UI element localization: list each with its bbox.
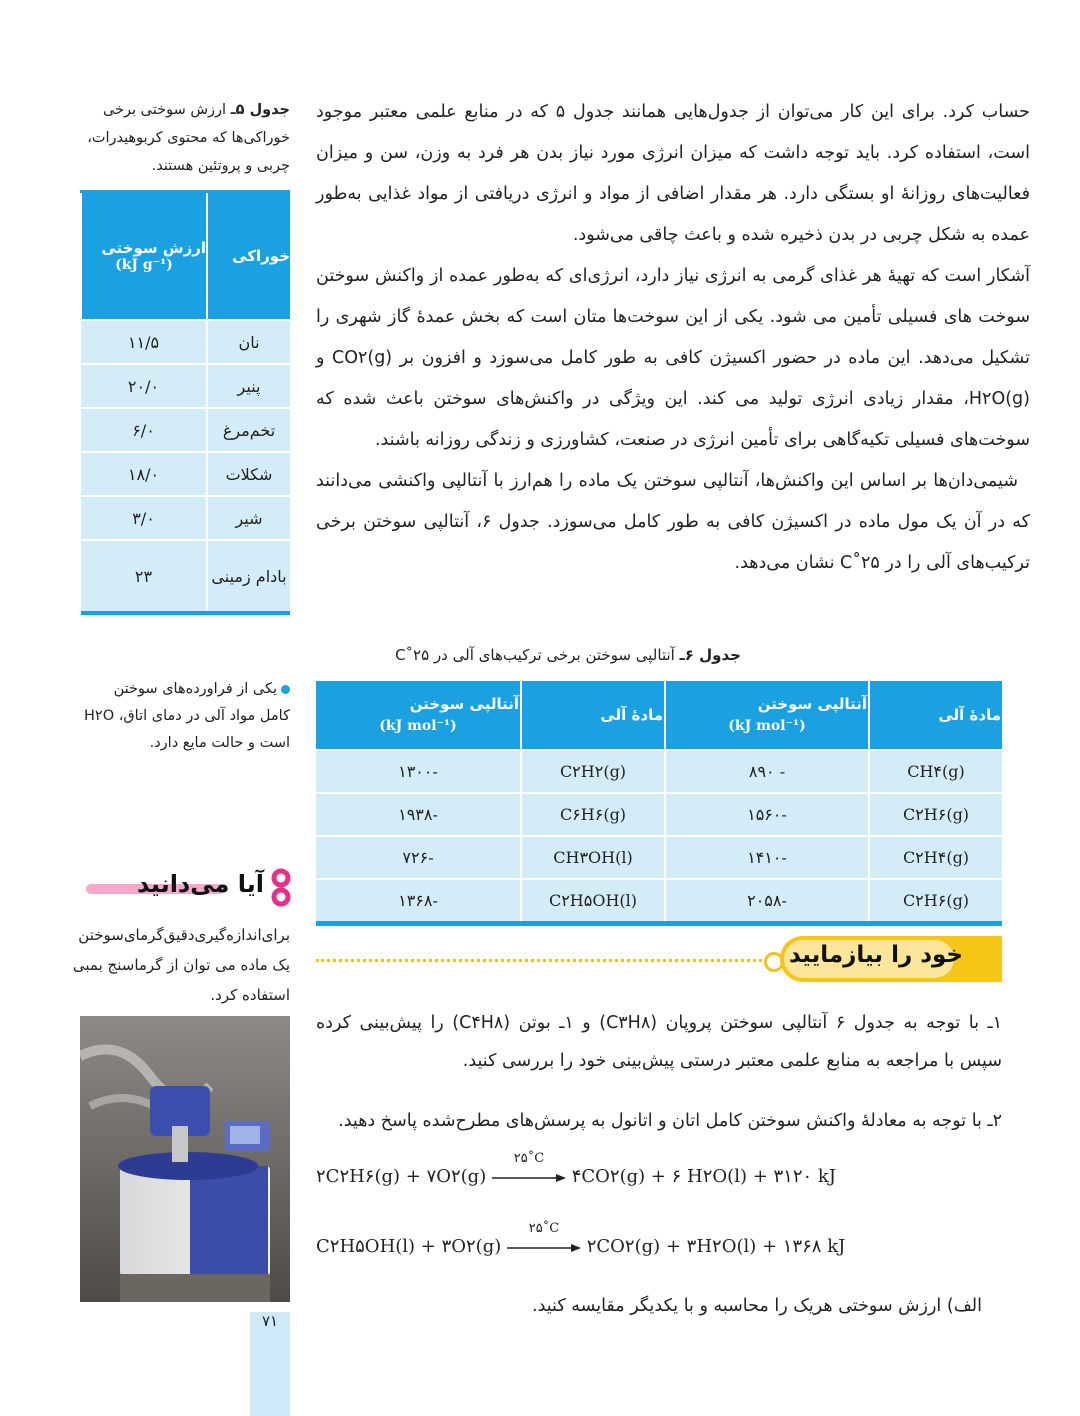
table-row [81,408,290,452]
table6-caption [316,646,820,664]
page-number: ۷۱ [261,1312,279,1330]
table5-caption [80,96,290,180]
enthalpy-value: -۷۲۶ [316,836,521,879]
enthalpy-value: -۱۳۶۸ [316,879,521,924]
substance-formula: C۲H۲(g) [521,750,665,793]
table-row [81,320,290,364]
table-row [81,540,290,613]
substance-formula: C۲H۶(g) [869,793,1002,836]
food-name: پنیر [207,364,290,408]
eq2-products: ۲CO۲(g) + ۳H۲O(l) + ۱۳۶۸ kJ [586,1236,846,1257]
part-a: الف) ارزش سوختی هریک را محاسبه و با یکدیگر مقایسه کنید. [532,1296,982,1316]
paragraph-1: حساب کرد. برای این کار می‌توان از جدول‌هایی همانند جدول ۵ که در منابع علمی معتبر موجود است، استفاده کرد. باید توجه داشت که میزان انرژی مورد نیاز بدن هر فرد به وزن، سن و میزان فعالیت‌های روزانهٔ او بستگی دارد. هر مقدار اضافی از مواد و انرژی دریافتی از مواد غذایی به‌طور عمده به شکل چربی در بدن ذخیره شده و باعث چاقی می‌شود. [316,102,1031,245]
enthalpy-value: - ۸۹۰ [665,750,869,793]
side-note-text: یکی از فراورده‌های سوختن کامل مواد آلی در دمای اتاق، H۲O است و حالت مایع دارد. [84,681,290,751]
paragraph-3: شیمی‌دان‌ها بر اساس این واکنش‌ها، آنتالپی سوختن یک ماده را هم‌ارز با آنتالپی واکنشی می‌دانند که در آن یک مول ماده در اکسیژن کافی به طور کامل می‌سوزد. جدول ۶، آنتالپی سوختن برخی ترکیب‌های آلی را در ۲۵˚C نشان می‌دهد. [316,471,1031,573]
did-you-know-header [80,866,294,910]
did-you-know-text: برای‌اندازه‌گیری‌دقیق‌گرمای‌سوختن یک ماده می توان از گرماسنج بمبی استفاده کرد. [72,926,290,1004]
table-row [81,496,290,540]
col-enthalpy-header-1 [665,681,869,750]
eq1-condition: ۲۵˚C [513,1151,545,1166]
reaction-arrow-icon [507,1221,581,1257]
col-value-title: ارزش سوختی [101,239,206,257]
food-name: بادام زمینی [207,540,290,613]
substance-formula: C۲H۵OH(l) [521,879,665,924]
eq2-reactants: C۲H۵OH(l) + ۳O۲(g) [316,1236,502,1257]
enthalpy-value: -۱۹۳۸ [316,793,521,836]
did-you-know-title: آیا می‌دانید [137,870,264,898]
table-row [81,364,290,408]
table-row [81,452,290,496]
col-value-unit: (kJ g⁻¹) [115,257,173,273]
side-note [80,676,290,757]
equation-ethanol [316,1221,846,1257]
col-enthalpy-title-2: آنتالپی سوختن [409,695,519,713]
fuel-value: ۱۱/۵ [81,320,207,364]
substance-formula: C۶H۶(g) [521,793,665,836]
food-name: نان [207,320,290,364]
questions [316,1004,1002,1140]
table5-caption-text: ارزش سوختی برخی خوراکی‌ها که محتوی کربوهیدرات، چربی و پروتئین هستند. [87,102,290,174]
col-enthalpy-title-1: آنتالپی سوختن [757,695,867,713]
col-food-header: خوراکی [207,192,290,321]
table5-caption-label: جدول ۵ـ [230,102,290,118]
table-row [316,793,1002,836]
table6-caption-text: آنتالپی سوختن برخی ترکیب‌های آلی در ۲۵˚C [395,646,680,664]
col-enthalpy-header-2 [316,681,521,750]
table-row [316,879,1002,924]
food-name: تخم‌مرغ [207,408,290,452]
eq2-condition: ۲۵˚C [528,1221,560,1236]
enthalpy-value: -۱۳۰۰ [316,750,521,793]
calorimeter-photo [80,1016,290,1302]
substance-formula: C۲H۴(g) [869,836,1002,879]
fuel-value: ۳/۰ [81,496,207,540]
dotted-line [316,959,768,962]
combustion-enthalpy-table [316,681,1002,926]
fuel-value: ۲۰/۰ [81,364,207,408]
substance-formula: C۲H۶(g) [869,879,1002,924]
food-name: شیر [207,496,290,540]
section-header [316,936,1002,984]
question-1: ۱ـ با توجه به جدول ۶ آنتالپی سوختن پروپان (C۳H۸) و ۱ـ بوتن (C۴H۸) را پیش‌بینی کرده سپس با مراجعه به منابع علمی معتبر درستی پیش‌بینی خود را بررسی کنید. [316,1013,1003,1071]
fuel-value: ۲۳ [81,540,207,613]
equation-ethane [316,1151,837,1187]
enthalpy-value: -۱۴۱۰ [665,836,869,879]
substance-formula: CH۳OH(l) [521,836,665,879]
fuel-value: ۱۸/۰ [81,452,207,496]
table6-caption-label: جدول ۶ـ [679,646,741,664]
col-enthalpy-unit-2: (kJ mol⁻¹) [379,718,457,734]
question-2: ۲ـ با توجه به معادلهٔ واکنش سوختن کامل اتان و اتانول به پرسش‌های مطرح‌شده پاسخ دهید. [338,1111,1002,1131]
enthalpy-value: -۲۰۵۸ [665,879,869,924]
fuel-value-table [80,190,290,615]
bullet-icon [281,685,290,694]
reaction-arrow-icon [492,1151,566,1187]
eq1-reactants: ۲C۲H۶(g) + ۷O۲(g) [316,1166,487,1187]
col-enthalpy-unit-1: (kJ mol⁻¹) [728,718,806,734]
substance-formula: CH۴(g) [869,750,1002,793]
paragraph-2: آشکار است که تهیهٔ هر غذای گرمی به انرژی نیاز دارد، انرژی‌ای که به‌طور عمده از واکنش سوختن سوخت های فسیلی تأمین می شود. یکی از این سوخت‌ها متان است که بخش عمدهٔ گاز شهری را تشکیل می‌دهد. این ماده در حضور اکسیژن کافی به طور کامل می‌سوزد و افزون بر CO۲(g) و H۲O(g)، مقدار زیادی انرژی تولید می کند. این ویژگی در واکنش‌های سوختن باعث شده که سوخت‌های فسیلی تکیه‌گاهی برای تأمین انرژی در صنعت، کشاورزی و زندگی روزانه باشند. [316,266,1030,450]
col-substance-header-1: مادهٔ آلی [869,681,1002,750]
section-title: خود را بیازمایید [788,942,964,968]
rings-icon [270,868,292,908]
col-value-header [81,192,207,321]
main-text [316,92,1030,584]
table-row [316,750,1002,793]
enthalpy-value: -۱۵۶۰ [665,793,869,836]
col-substance-header-2: مادهٔ آلی [521,681,665,750]
food-name: شکلات [207,452,290,496]
eq1-products: ۴CO۲(g) + ۶ H۲O(l) + ۳۱۲۰ kJ [571,1166,837,1187]
fuel-value: ۶/۰ [81,408,207,452]
table-row [316,836,1002,879]
